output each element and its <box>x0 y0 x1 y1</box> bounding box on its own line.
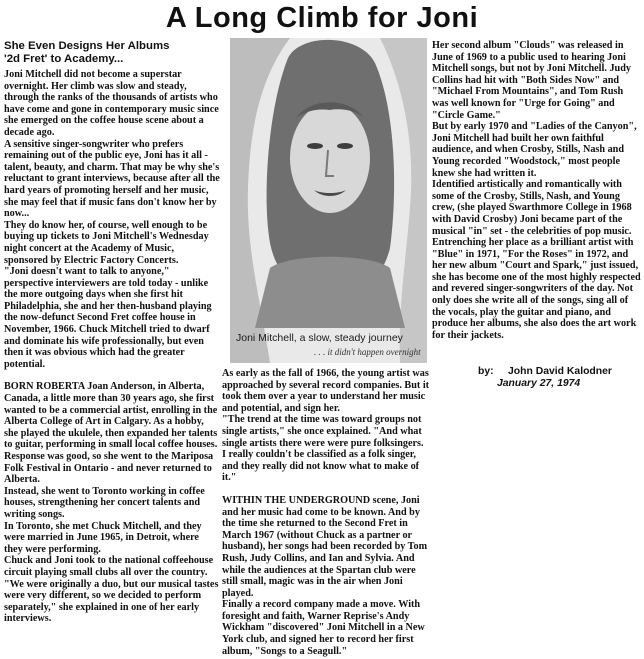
paragraph-gap <box>4 370 220 381</box>
paragraph: Instead, she went to Toronto working in coffee houses, strengthening her concert talents and writing songs. <box>4 485 205 520</box>
article-column-1 <box>4 40 220 625</box>
paragraph: Chuck and Joni took to the national coffeehouse circuit playing small clubs all over the country. <box>4 555 214 578</box>
paragraph: As early as the fall of 1966, the young artist was approached by several record companies. But it took them over a year to understand her music and potential, and sign her. <box>222 368 430 414</box>
paragraph: "Joni doesn't want to talk to anyone," perspective interviewers are told today - unlike the more outgoing days when she first hit Philadelphia, she and her then-husband playing the now-defunct Second Fret coffee house in November, 1966. Chuck Mitchell tried to dwarf and dominate his wife professionally, but even then it was obvious which had the greater potential. <box>4 266 212 370</box>
paragraph: Her second album "Clouds" was released in June of 1969 to a public used to hearing Joni Mitchell songs, but not by Joni Mitchell. Judy Collins had hit with "Both Sides Now" and "Michael From Mountains", and Tom Rush was well known for "Urge for Going" and "Circle Game." <box>432 40 631 121</box>
paragraph: Joni Mitchell did not become a superstar overnight. Her climb was slow and steady, through the ranks of the thousands of artists who have come and gone in contemporary music since she emerged on the coffee house scene about a decade ago. <box>4 69 219 138</box>
byline-author: John David Kalodner <box>508 366 612 377</box>
paragraph: They do know her, of course, well enough to be buying up tickets to Joni Mitchell's Wednesday night concert at the Academy of Music, sponsored by Electric Factory Concerts. <box>4 219 209 266</box>
paragraph: "The trend at the time was toward groups not single artists," she once explained. "And what single artists there were were pure folksingers. I really couldn't be classified as a folk singer, and they really did not know what to make of it." <box>222 414 424 484</box>
joni-mitchell-photo <box>230 38 427 363</box>
paragraph: WITHIN THE UNDERGROUND scene, Joni and her music had come to be known. And by the time she returned to the Second Fret in March 1967 (without Chuck as a partner or husband), her songs had been recorded by Tom Rush, Judy Collins, and Ian and Sylvia. And while the audiences at the Spartan club were still small, magic was in the air when Joni played. <box>222 494 428 599</box>
photo-caption: Joni Mitchell, a slow, steady journey <box>236 332 403 344</box>
subheadline <box>4 40 220 66</box>
paragraph: A sensitive singer-songwriter who prefers remaining out of the public eye, Joni has it all - talent, beauty, and charm. That may be why she's reluctant to grant interviews, because after all the hard years of promoting herself and her music, she may feel that if music fans don't know her by now... <box>4 138 220 220</box>
paragraph-gap <box>222 484 430 495</box>
paragraph: In Toronto, she met Chuck Mitchell, and they were married in June 1965, in Detroit, where they were performing. <box>4 520 202 555</box>
byline-label: by: <box>478 366 494 377</box>
portrait-image <box>230 38 427 363</box>
paragraph: Identified artistically and romantically with some of the Crosby, Stills, Nash, and Young crew, (she played Swarthmore College in 1968 with David Crosby) Joni became part of the musical "in" set - the celebrities of pop music. Entrenching her place as a brilliant artist with "Blue" in 1971, "For the Roses" in 1972, and her new album "Court and Spark," just issued, she has become one of the most highly respected and revered singer-songwriters of the day. Not only does she write all of the songs, sing all of the vocals, play the guitar and piano, and produce her albums, she also does the art work for their jackets. <box>432 179 641 341</box>
paragraph: BORN ROBERTA Joan Anderson, in Alberta, Canada, a little more than 30 years ago, she first wanted to be a commercial artist, enrolling in the Alberta College of Art in Calgary. As a hobby, she played the ukulele, then expanded her talents to guitar, performing in small local coffee houses. Response was good, so she went to the Mariposa Folk Festival in Ontario - and never returned to Alberta. <box>4 381 218 486</box>
subheadline-line-2: '2d Fret' to Academy... <box>4 53 124 65</box>
paragraph: "We were originally a duo, but our musical tastes were very different, so we decided to perform separately," she explained in one of her early interviews. <box>4 578 219 625</box>
subheadline-line-1: She Even Designs Her Albums <box>4 40 170 52</box>
article-title: A Long Climb for Joni <box>165 2 479 34</box>
byline-date: January 27, 1974 <box>497 378 581 389</box>
byline <box>478 366 612 378</box>
article-column-3 <box>432 40 642 341</box>
paragraph: Finally a record company made a move. With foresight and faith, Warner Reprise's Andy Wickham "discovered" Joni Mitchell in a New York club, and signed her to record her first album, "Songs to a Seagull." <box>222 599 425 657</box>
article-column-2 <box>222 368 430 657</box>
paragraph: But by early 1970 and "Ladies of the Canyon", Joni Mitchell had built her own faithful audience, and when Crosby, Stills, Nash and Young recorded "Woodstock," most people knew she had written it. <box>432 121 637 179</box>
photo-caption-subtitle: . . . it didn't happen overnight <box>314 347 421 357</box>
